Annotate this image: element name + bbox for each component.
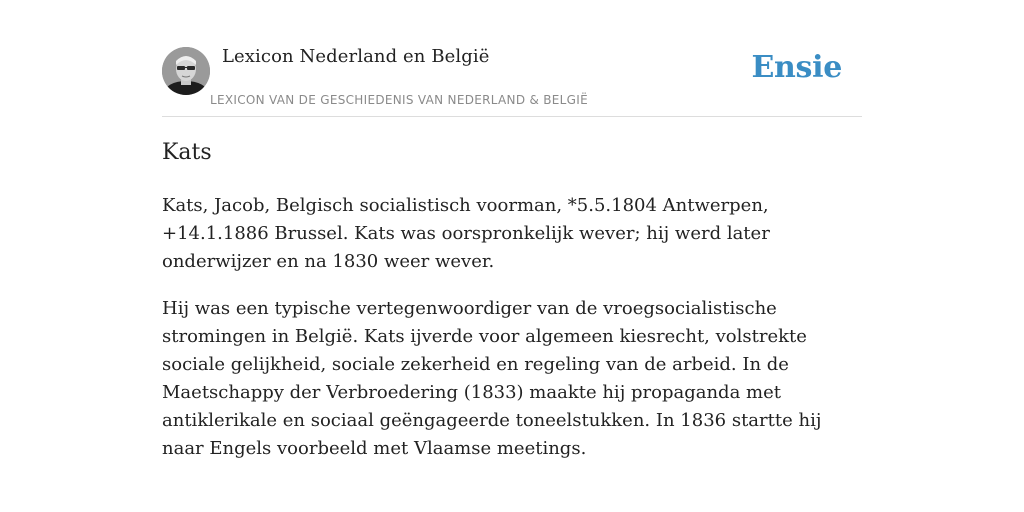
entry-body xyxy=(162,192,862,482)
entry-title: Kats xyxy=(162,140,212,165)
author-avatar-icon[interactable] xyxy=(162,47,210,95)
source-title[interactable]: Lexicon Nederland en België xyxy=(222,46,490,67)
source-subtitle: LEXICON VAN DE GESCHIEDENIS VAN NEDERLAND & BELGIË xyxy=(210,93,588,107)
page xyxy=(162,0,862,512)
ensie-logo[interactable]: Ensie xyxy=(751,50,842,85)
entry-paragraph: Hij was een typische vertegenwoordiger van de vroegsocialistische stromingen in België. Kats ijverde voor algemeen kiesrecht, volstrekte sociale gelijkheid, sociale zekerheid en regeling van de arbeid. In de Maetschappy der Verbroedering (1833) maakte hij propaganda met antiklerikale en sociaal geëngageerde toneelstukken. In 1836 startte hij naar Engels voorbeeld met Vlaamse meetings. xyxy=(162,298,822,459)
entry-paragraph: Kats, Jacob, Belgisch socialistisch voorman, *5.5.1804 Antwerpen, +14.1.1886 Brussel. Kats was oorspronkelijk wever; hij werd later onderwijzer en na 1830 weer wever. xyxy=(162,195,770,272)
source-header xyxy=(162,0,862,117)
